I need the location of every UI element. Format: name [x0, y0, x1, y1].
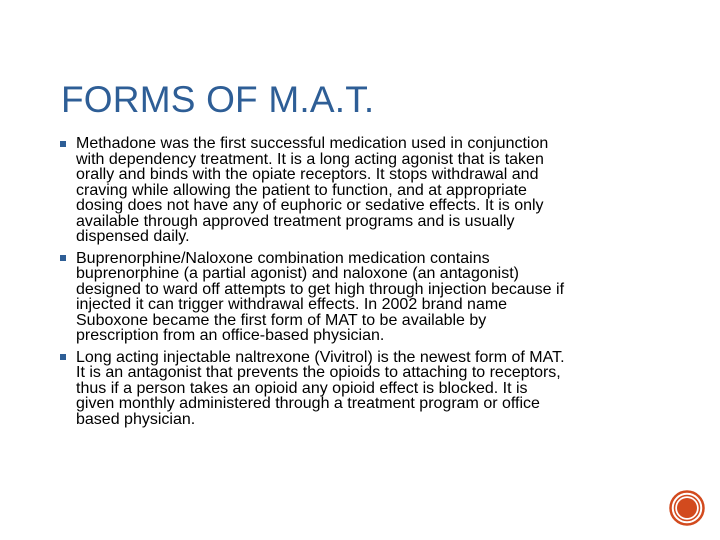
bullet-text-line: given monthly administered through a treatment program or office [76, 395, 540, 412]
bullet-list [59, 136, 669, 433]
bullet-text-line: Long acting injectable naltrexone (Vivitrol) is the newest form of MAT. [76, 348, 565, 366]
bullet-item-naltrexone [59, 350, 669, 428]
bullet-text-line: It is an antagonist that prevents the opioids to attaching to receptors, [76, 364, 561, 381]
bullet-square-icon [60, 141, 66, 147]
bullet-text-line: based physician. [76, 410, 196, 428]
bullet-text-line: designed to ward off attempts to get high through injection because if [76, 280, 565, 298]
bullet-text-line: with dependency treatment. It is a long acting agonist that is taken [76, 150, 544, 168]
bullet-text-line: Methadone was the first successful medication used in conjunction [76, 135, 549, 152]
bullet-text-line: buprenorphine (a partial agonist) and naloxone (an antagonist) [76, 265, 519, 282]
circle-nav-icon[interactable] [669, 490, 705, 526]
bullet-item-buprenorphine [59, 251, 669, 344]
bullet-text-line: dosing does not have any of euphoric or sedative effects. It is only [76, 197, 544, 214]
bullet-text-line: Buprenorphine/Naloxone combination medication contains [76, 249, 490, 267]
bullet-text-line: prescription from an office-based physician. [76, 327, 385, 344]
bullet-text-line: orally and binds with the opiate receptors. It stops withdrawal and [76, 166, 539, 183]
bullet-text-line: thus if a person takes an opioid any opioid effect is blocked. It is [76, 379, 528, 397]
slide-title: FORMS OF M.A.T. [61, 79, 375, 120]
bullet-text-line: craving while allowing the patient to function, and at appropriate [76, 181, 527, 199]
bullet-text-line: dispensed daily. [76, 228, 190, 245]
bullet-text-line: Suboxone became the first form of MAT to be available by [76, 311, 487, 329]
bullet-text-line: available through approved treatment programs and is usually [76, 212, 515, 230]
bullet-item-methadone [59, 136, 669, 245]
circle-nav-icon-graphic [669, 490, 705, 526]
bullet-square-icon [60, 255, 66, 261]
bullet-square-icon [60, 354, 66, 360]
bullet-text-line: injected it can trigger withdrawal effects. In 2002 brand name [76, 296, 508, 313]
